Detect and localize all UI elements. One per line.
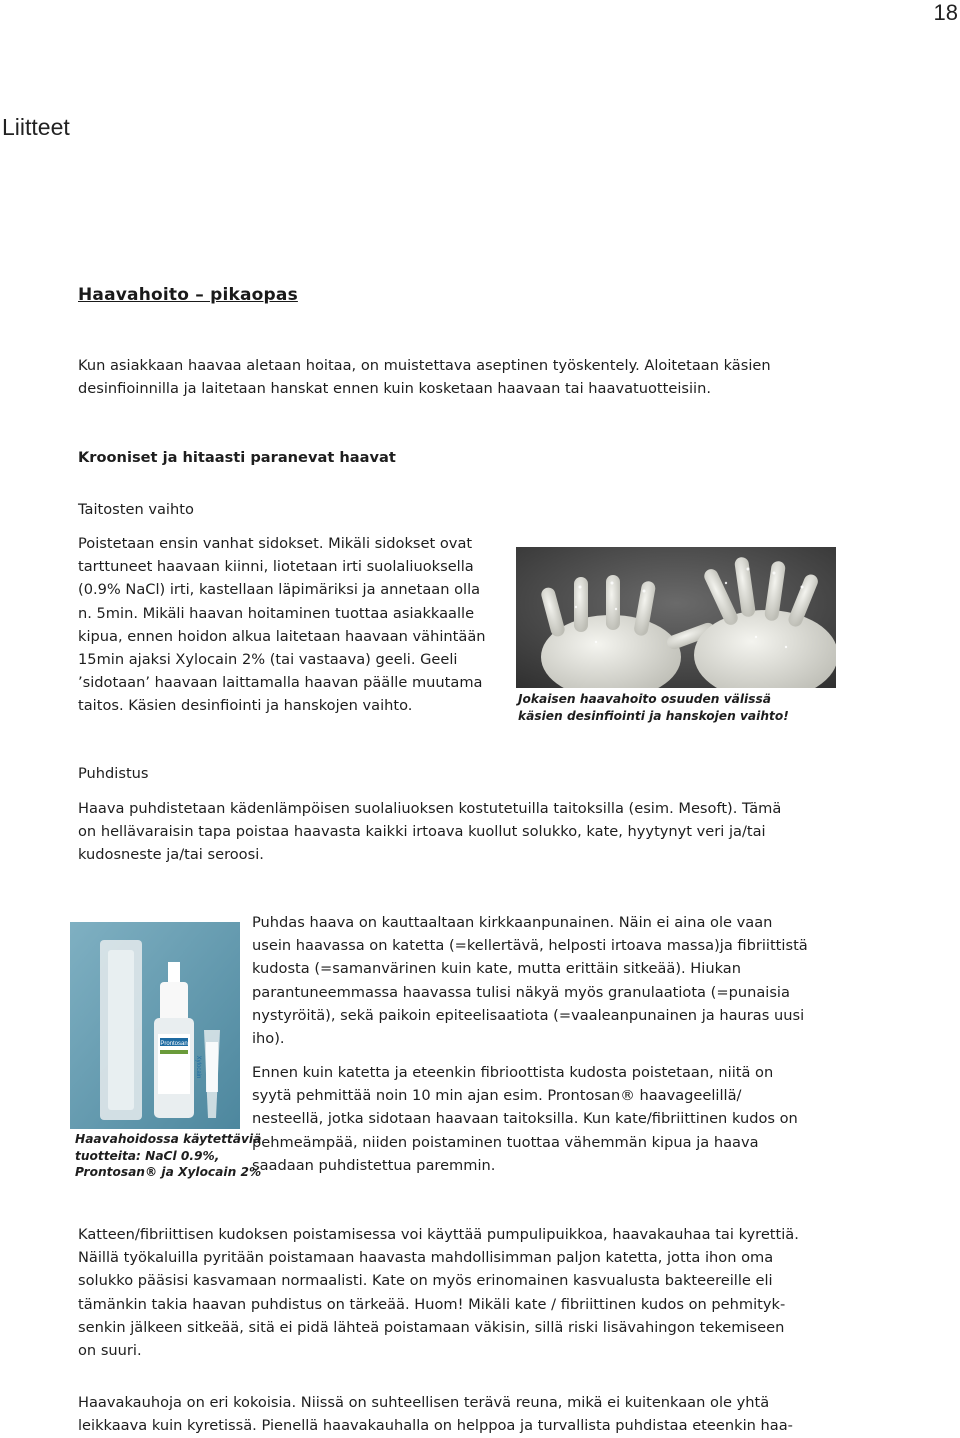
text-line: tämänkin takia haavan puhdistus on tärkeää. Huom! Mikäli kate / fibriittinen kudos on pehmityk- bbox=[78, 1295, 786, 1313]
text-line: nesteellä, jotka sidotaan haavaan taitoksilla. Kun kate/fibriittinen kudos on bbox=[252, 1110, 798, 1128]
chronic-heading: Krooniset ja hitaasti paranevat haavat bbox=[78, 449, 396, 466]
products-photo bbox=[70, 922, 240, 1129]
text-line: tarttuneet haavaan kiinni, liotetaan irti suolaliuoksella bbox=[78, 558, 474, 576]
text-line: Näillä työkaluilla pyritään poistamaan haavasta mahdollisimman paljon katetta, jotta ihon oma bbox=[78, 1249, 774, 1267]
text-line: kudosneste ja/tai seroosi. bbox=[78, 846, 264, 864]
text-line: ’sidotaan’ haavaan laittamalla haavan päälle muutama bbox=[78, 674, 483, 692]
page-number: 18 bbox=[933, 0, 958, 25]
text-line: taitos. Käsien desinfiointi ja hanskojen vaihto. bbox=[78, 697, 413, 715]
products-caption bbox=[75, 1131, 261, 1181]
text-line: kipua, ennen hoidon alkua laitetaan haavaan vähintään bbox=[78, 627, 486, 645]
caption-line: Prontosan® ja Xylocain 2% bbox=[75, 1165, 262, 1179]
text-line: Poistetaan ensin vanhat sidokset. Mikäli sidokset ovat bbox=[78, 535, 473, 552]
document-title: Haavahoito – pikaopas bbox=[78, 285, 298, 305]
text-line: desinfioinnilla ja laitetaan hanskat ennen kuin kosketaan haavaan tai haavatuotteisiin. bbox=[78, 380, 712, 398]
xylocain-label: Xylocain bbox=[195, 1055, 201, 1079]
caption-line: tuotteita: NaCl 0.9%, bbox=[75, 1148, 220, 1163]
text-line: leikkaava kuin kyretissä. Pienellä haavakauhalla on helppoa ja turvallista puhdistaa eteenkin haa- bbox=[78, 1417, 793, 1435]
dressing-change-paragraph bbox=[78, 532, 486, 718]
caption-line: käsien desinfiointi ja hanskojen vaihto! bbox=[518, 708, 789, 723]
text-line: nystyröitä), sekä paikoin epiteelisaatiota (=vaaleanpunainen ja hauras uusi bbox=[252, 1006, 805, 1024]
gloves-caption bbox=[518, 691, 789, 724]
text-line: syytä pehmittää noin 10 min ajan esim. Prontosan® haavageelillä/ bbox=[252, 1087, 742, 1105]
dressing-change-heading: Taitosten vaihto bbox=[78, 501, 194, 518]
text-line: Kun asiakkaan haavaa aletaan hoitaa, on muistettava aseptinen työskentely. Aloitetaan käsien bbox=[78, 357, 771, 374]
tools-paragraph bbox=[78, 1223, 799, 1362]
text-line: Haavakauhoja on eri kokoisia. Niissä on suhteellisen terävä reuna, mikä ei kuitenkaan ole yhtä bbox=[78, 1394, 770, 1411]
cleaning-paragraph bbox=[78, 797, 781, 867]
text-line: Ennen kuin katetta ja eteenkin fibrioottista kudosta poistetaan, niitä on bbox=[252, 1064, 774, 1081]
text-line: on suuri. bbox=[78, 1342, 142, 1360]
text-line: parantuneemmassa haavassa tulisi näkyä myös granulaatiota (=punaisia bbox=[252, 983, 790, 1001]
text-line: usein haavassa on katetta (=kellertävä, helposti irtoava massa)ja fibriittistä bbox=[252, 937, 808, 955]
intro-paragraph bbox=[78, 354, 771, 400]
prontosan-label: Prontosan bbox=[160, 1041, 188, 1047]
gloves-photo bbox=[516, 547, 836, 688]
cleaning-heading: Puhdistus bbox=[78, 765, 149, 782]
text-line: solukko pääsisi kasvamaan normaalisti. Kate on myös erinomainen kasvualusta bakteereille eli bbox=[78, 1272, 773, 1290]
text-line: pehmeämpää, niiden poistaminen tuottaa vähemmän kipua ja haava bbox=[252, 1133, 759, 1151]
text-line: saadaan puhdistettua paremmin. bbox=[252, 1156, 496, 1174]
text-line: Katteen/fibriittisen kudoksen poistamisessa voi käyttää pumpulipuikkoa, haavakauhaa tai kyrettiä. bbox=[78, 1226, 799, 1243]
removal-paragraph bbox=[252, 1061, 798, 1177]
text-line: iho). bbox=[252, 1030, 285, 1048]
text-line: n. 5min. Mikäli haavan hoitaminen tuottaa asiakkaalle bbox=[78, 604, 475, 622]
spoons-paragraph bbox=[78, 1391, 793, 1437]
section-title: Liitteet bbox=[2, 114, 70, 140]
text-line: kudosta (=samanvärinen kuin kate, mutta erittäin sitkeää). Hiukan bbox=[252, 960, 741, 978]
caption-line: Haavahoidossa käytettäviä bbox=[75, 1132, 262, 1146]
clean-wound-paragraph bbox=[252, 911, 808, 1050]
text-line: Puhdas haava on kauttaaltaan kirkkaanpunainen. Näin ei aina ole vaan bbox=[252, 914, 773, 931]
caption-line: Jokaisen haavahoito osuuden välissä bbox=[518, 692, 771, 706]
text-line: (0.9% NaCl) irti, kastellaan läpimäriksi ja annetaan olla bbox=[78, 581, 481, 599]
text-line: senkin jälkeen sitkeää, sitä ei pidä lähteä poistamaan väkisin, sillä riski lisävahingon tekemiseen bbox=[78, 1318, 785, 1336]
text-line: on hellävaraisin tapa poistaa haavasta kaikki irtoava kuollut solukko, kate, hyytynyt veri ja/tai bbox=[78, 823, 766, 841]
text-line: 15min ajaksi Xylocain 2% (tai vastaava) geeli. Geeli bbox=[78, 651, 458, 669]
text-line: Haava puhdistetaan kädenlämpöisen suolaliuoksen kostutetuilla taitoksilla (esim. Mesoft). Tämä bbox=[78, 800, 782, 817]
